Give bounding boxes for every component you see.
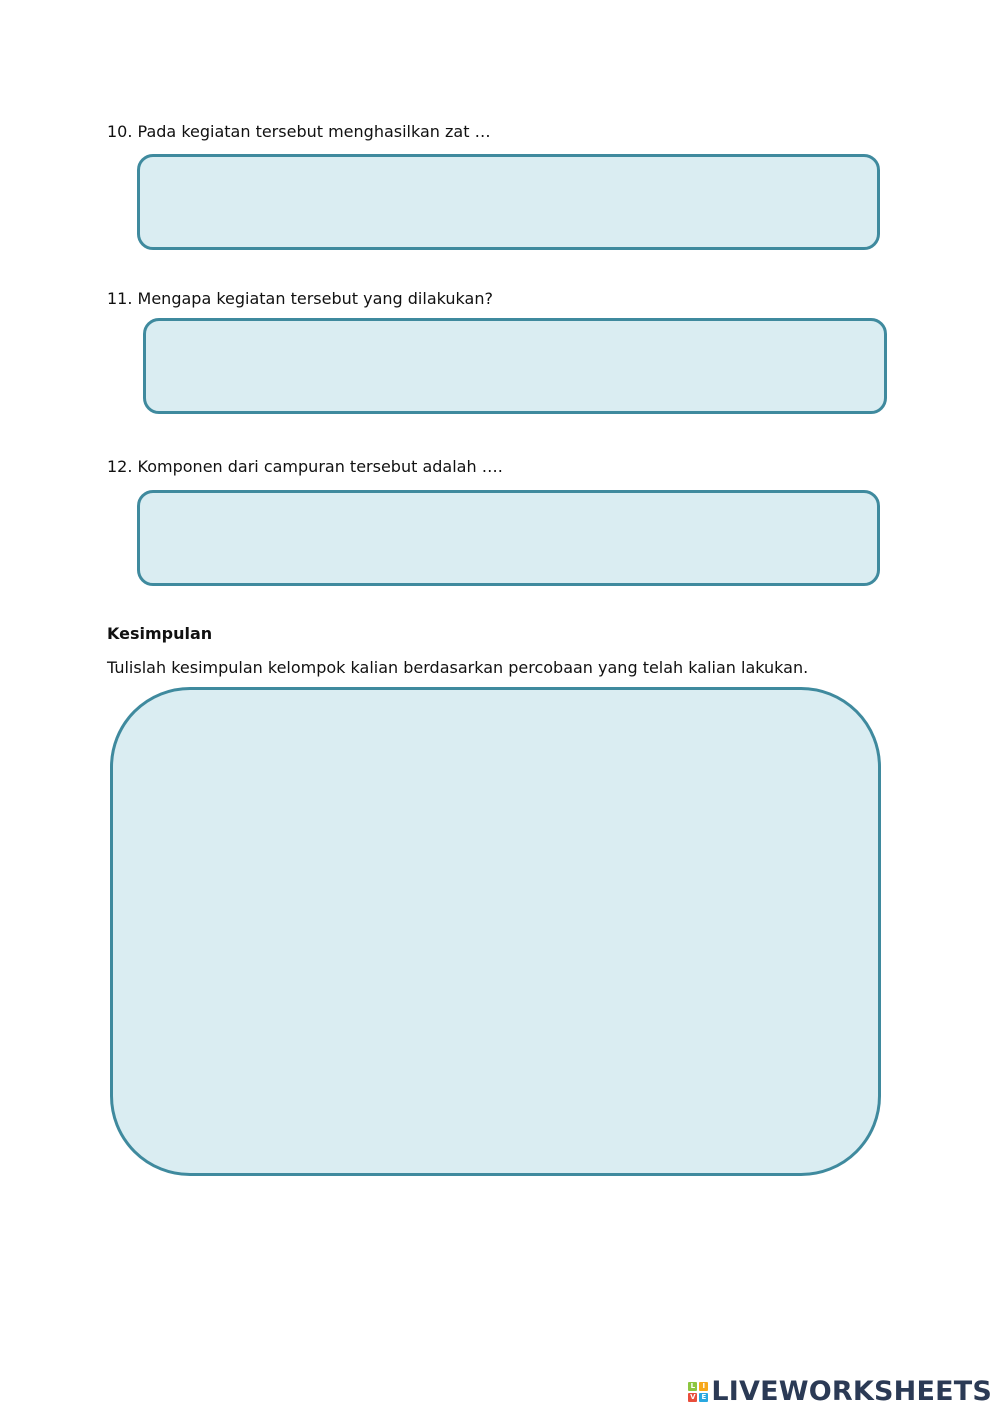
question-10-label: 10. Pada kegiatan tersebut menghasilkan zat … — [107, 122, 491, 141]
liveworksheets-logo-icon — [688, 1382, 708, 1402]
logo-tile-e: E — [699, 1393, 708, 1402]
question-11-label: 11. Mengapa kegiatan tersebut yang dilakukan? — [107, 289, 493, 308]
conclusion-instruction: Tulislah kesimpulan kelompok kalian berdasarkan percobaan yang telah kalian lakukan. — [107, 658, 809, 677]
conclusion-answer-box[interactable] — [110, 687, 881, 1176]
question-12-label: 12. Komponen dari campuran tersebut adalah …. — [107, 457, 503, 476]
logo-tile-v: V — [690, 1393, 696, 1401]
logo-tile-i: I — [699, 1382, 708, 1391]
answer-box-question-12[interactable] — [137, 490, 880, 586]
answer-box-question-11[interactable] — [143, 318, 887, 414]
answer-box-question-10[interactable] — [137, 154, 880, 250]
logo-wordmark: LIVEWORKSHEETS — [711, 1376, 992, 1407]
liveworksheets-logo — [688, 1377, 992, 1407]
logo-tile-l: L — [688, 1382, 697, 1391]
conclusion-heading: Kesimpulan — [107, 624, 213, 643]
